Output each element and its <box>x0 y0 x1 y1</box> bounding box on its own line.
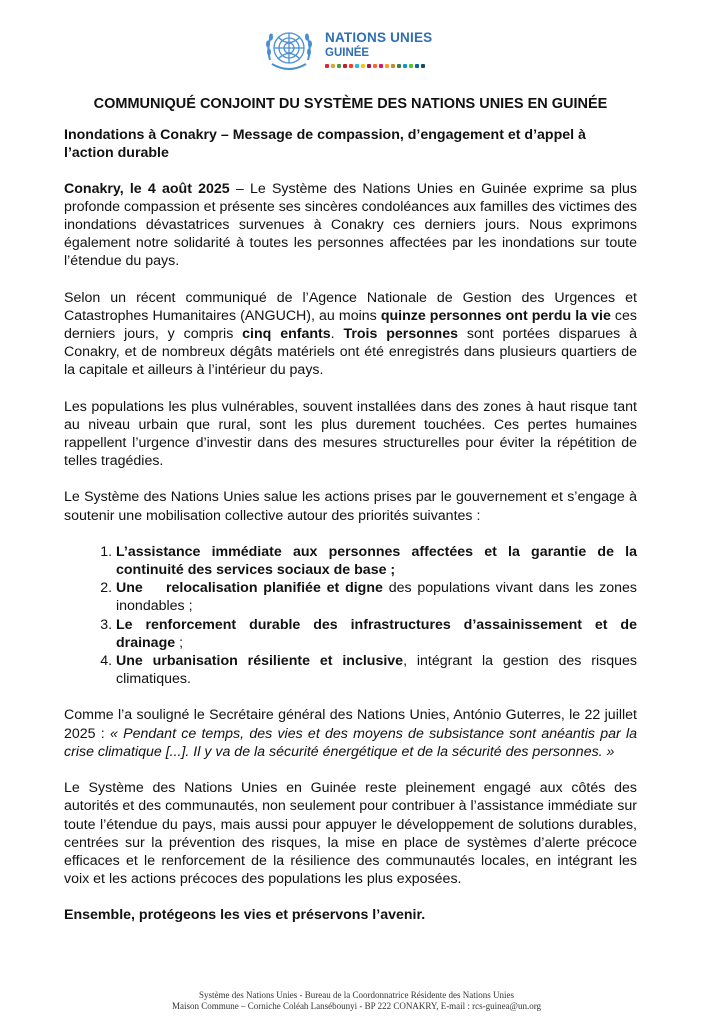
dateline: Conakry, le 4 août 2025 <box>64 180 230 197</box>
priority-3-text: ; <box>175 634 184 651</box>
casualties-text-a: Selon un récent communiqué de l’Agence Nationale de Gestion des Urgences et Catastrophes Humanitaires (ANGUCH), au moins <box>64 289 637 324</box>
list-item <box>116 616 637 652</box>
sdg-color-swatch <box>361 64 365 68</box>
footer-line-1: Système des Nations Unies - Bureau de la Coordonnatrice Résidente des Nations Unies <box>199 990 514 1000</box>
paragraph-commitment: Le Système des Nations Unies en Guinée reste pleinement engagé aux côtés des autorités et des communautés, non seulement pour contribuer à l’assistance immédiate sur toute l’étendue du pays, mais aussi pour appuyer le développement de solutions durables, centrées sur la prévention des risques, la mise en place de systèmes d’alerte précoce efficaces et le renforcement de la résilience des communautés locales, en intégrant les voix et les actions précoces des populations les plus exposées. <box>64 780 637 888</box>
paragraph-vulnerable: Les populations les plus vulnérables, souvent installées dans des zones à haut risque tant au niveau urbain que rural, sont les plus durement touchées. Ces pertes humaines rappellent l’urgence d’investir dans des mesures structurelles pour éviter la répétition de telles tragédies. <box>64 398 637 470</box>
priority-3-bold: Le renforcement durable des infrastructures d’assainissement et de drainage <box>116 616 637 651</box>
sdg-color-swatch <box>343 64 347 68</box>
sdg-color-swatch <box>349 64 353 68</box>
paragraph-priorities-intro: Le Système des Nations Unies salue les actions prises par le gouvernement et s’engage à soutenir une mobilisation collective autour des priorités suivantes : <box>64 489 637 524</box>
letterhead <box>0 22 713 84</box>
sdg-color-swatch <box>373 64 377 68</box>
paragraph-intro <box>64 180 637 271</box>
casualties-bold-dead: quinze personnes ont perdu la vie <box>380 307 611 324</box>
document-subtitle: Inondations à Conakry – Message de compassion, d’engagement et d’appel à l’action durable <box>64 127 586 162</box>
sdg-color-swatch <box>415 64 419 68</box>
priorities-list <box>64 543 637 689</box>
paragraph-casualties <box>64 289 637 380</box>
sdg-color-swatch <box>403 64 407 68</box>
guterres-quote: « Pendant ce temps, des vies et des moyens de subsistance sont anéantis par la crise climatique [...]. Il y va de la sécurité énergétique et de la sécurité des personnes. » <box>64 725 638 760</box>
sdg-color-swatch <box>391 64 395 68</box>
priority-2-text: des populations vivant dans les zones inondables ; <box>116 580 638 615</box>
casualties-text-e: . <box>330 326 344 343</box>
sdg-color-bar <box>325 64 425 68</box>
priority-2-bold: Une relocalisation planifiée et digne <box>116 580 383 597</box>
footer-line-2: Maison Commune – Corniche Coléah Lansébounyi - BP 222 CONAKRY, E-mail : rcs-guinea@un.org <box>171 1001 542 1011</box>
casualties-bold-children: cinq enfants <box>242 326 331 343</box>
priority-4-bold: Une urbanisation résiliente et inclusive <box>116 653 404 670</box>
document-body <box>64 95 637 925</box>
casualties-text-c: ces derniers jours, y compris <box>64 307 638 343</box>
list-item <box>116 543 637 579</box>
org-name: NATIONS UNIES <box>325 30 433 45</box>
priority-1-bold: L’assistance immédiate aux personnes affectées et la garantie de la continuité des services sociaux de base ; <box>116 543 637 579</box>
org-country: GUINÉE <box>325 47 370 59</box>
sdg-color-swatch <box>421 64 425 68</box>
un-guinea-logo <box>262 22 462 72</box>
list-item <box>116 652 637 688</box>
casualties-bold-missing: Trois personnes <box>343 326 458 343</box>
sdg-color-swatch <box>409 64 413 68</box>
sdg-color-swatch <box>367 64 371 68</box>
footer <box>0 990 713 1012</box>
sdg-color-swatch <box>337 64 341 68</box>
priority-4-text: , intégrant la gestion des risques climatiques. <box>116 653 638 688</box>
sdg-color-swatch <box>397 64 401 68</box>
list-item <box>116 579 637 615</box>
sdg-color-swatch <box>379 64 383 68</box>
intro-text: – Le Système des Nations Unies en Guinée exprime sa plus profonde compassion et présente ses sincères condoléances aux familles des victimes des inondations dévastatrices survenues à Conakry ces derniers jours. Nous exprimons également notre solidarité à toutes les personnes affectées par les inondations sur toute l’étendue du pays. <box>64 180 637 270</box>
sdg-color-swatch <box>355 64 359 68</box>
quote-intro: Comme l’a souligné le Secrétaire général des Nations Unies, António Guterres, le 22 juillet 2025 : <box>64 707 637 742</box>
un-emblem-icon <box>262 22 316 76</box>
sdg-color-swatch <box>325 64 329 68</box>
sdg-color-swatch <box>331 64 335 68</box>
closing-statement: Ensemble, protégeons les vies et préservons l’avenir. <box>64 907 426 924</box>
page-title: COMMUNIQUÉ CONJOINT DU SYSTÈME DES NATIONS UNIES EN GUINÉE <box>93 96 608 112</box>
sdg-color-swatch <box>385 64 389 68</box>
casualties-text-g: sont portées disparues à Conakry, et de nombreux dégâts matériels ont été enregistrés dans plusieurs quartiers de la capitale et ailleurs à l’intérieur du pays. <box>64 326 637 379</box>
paragraph-quote <box>64 706 637 761</box>
